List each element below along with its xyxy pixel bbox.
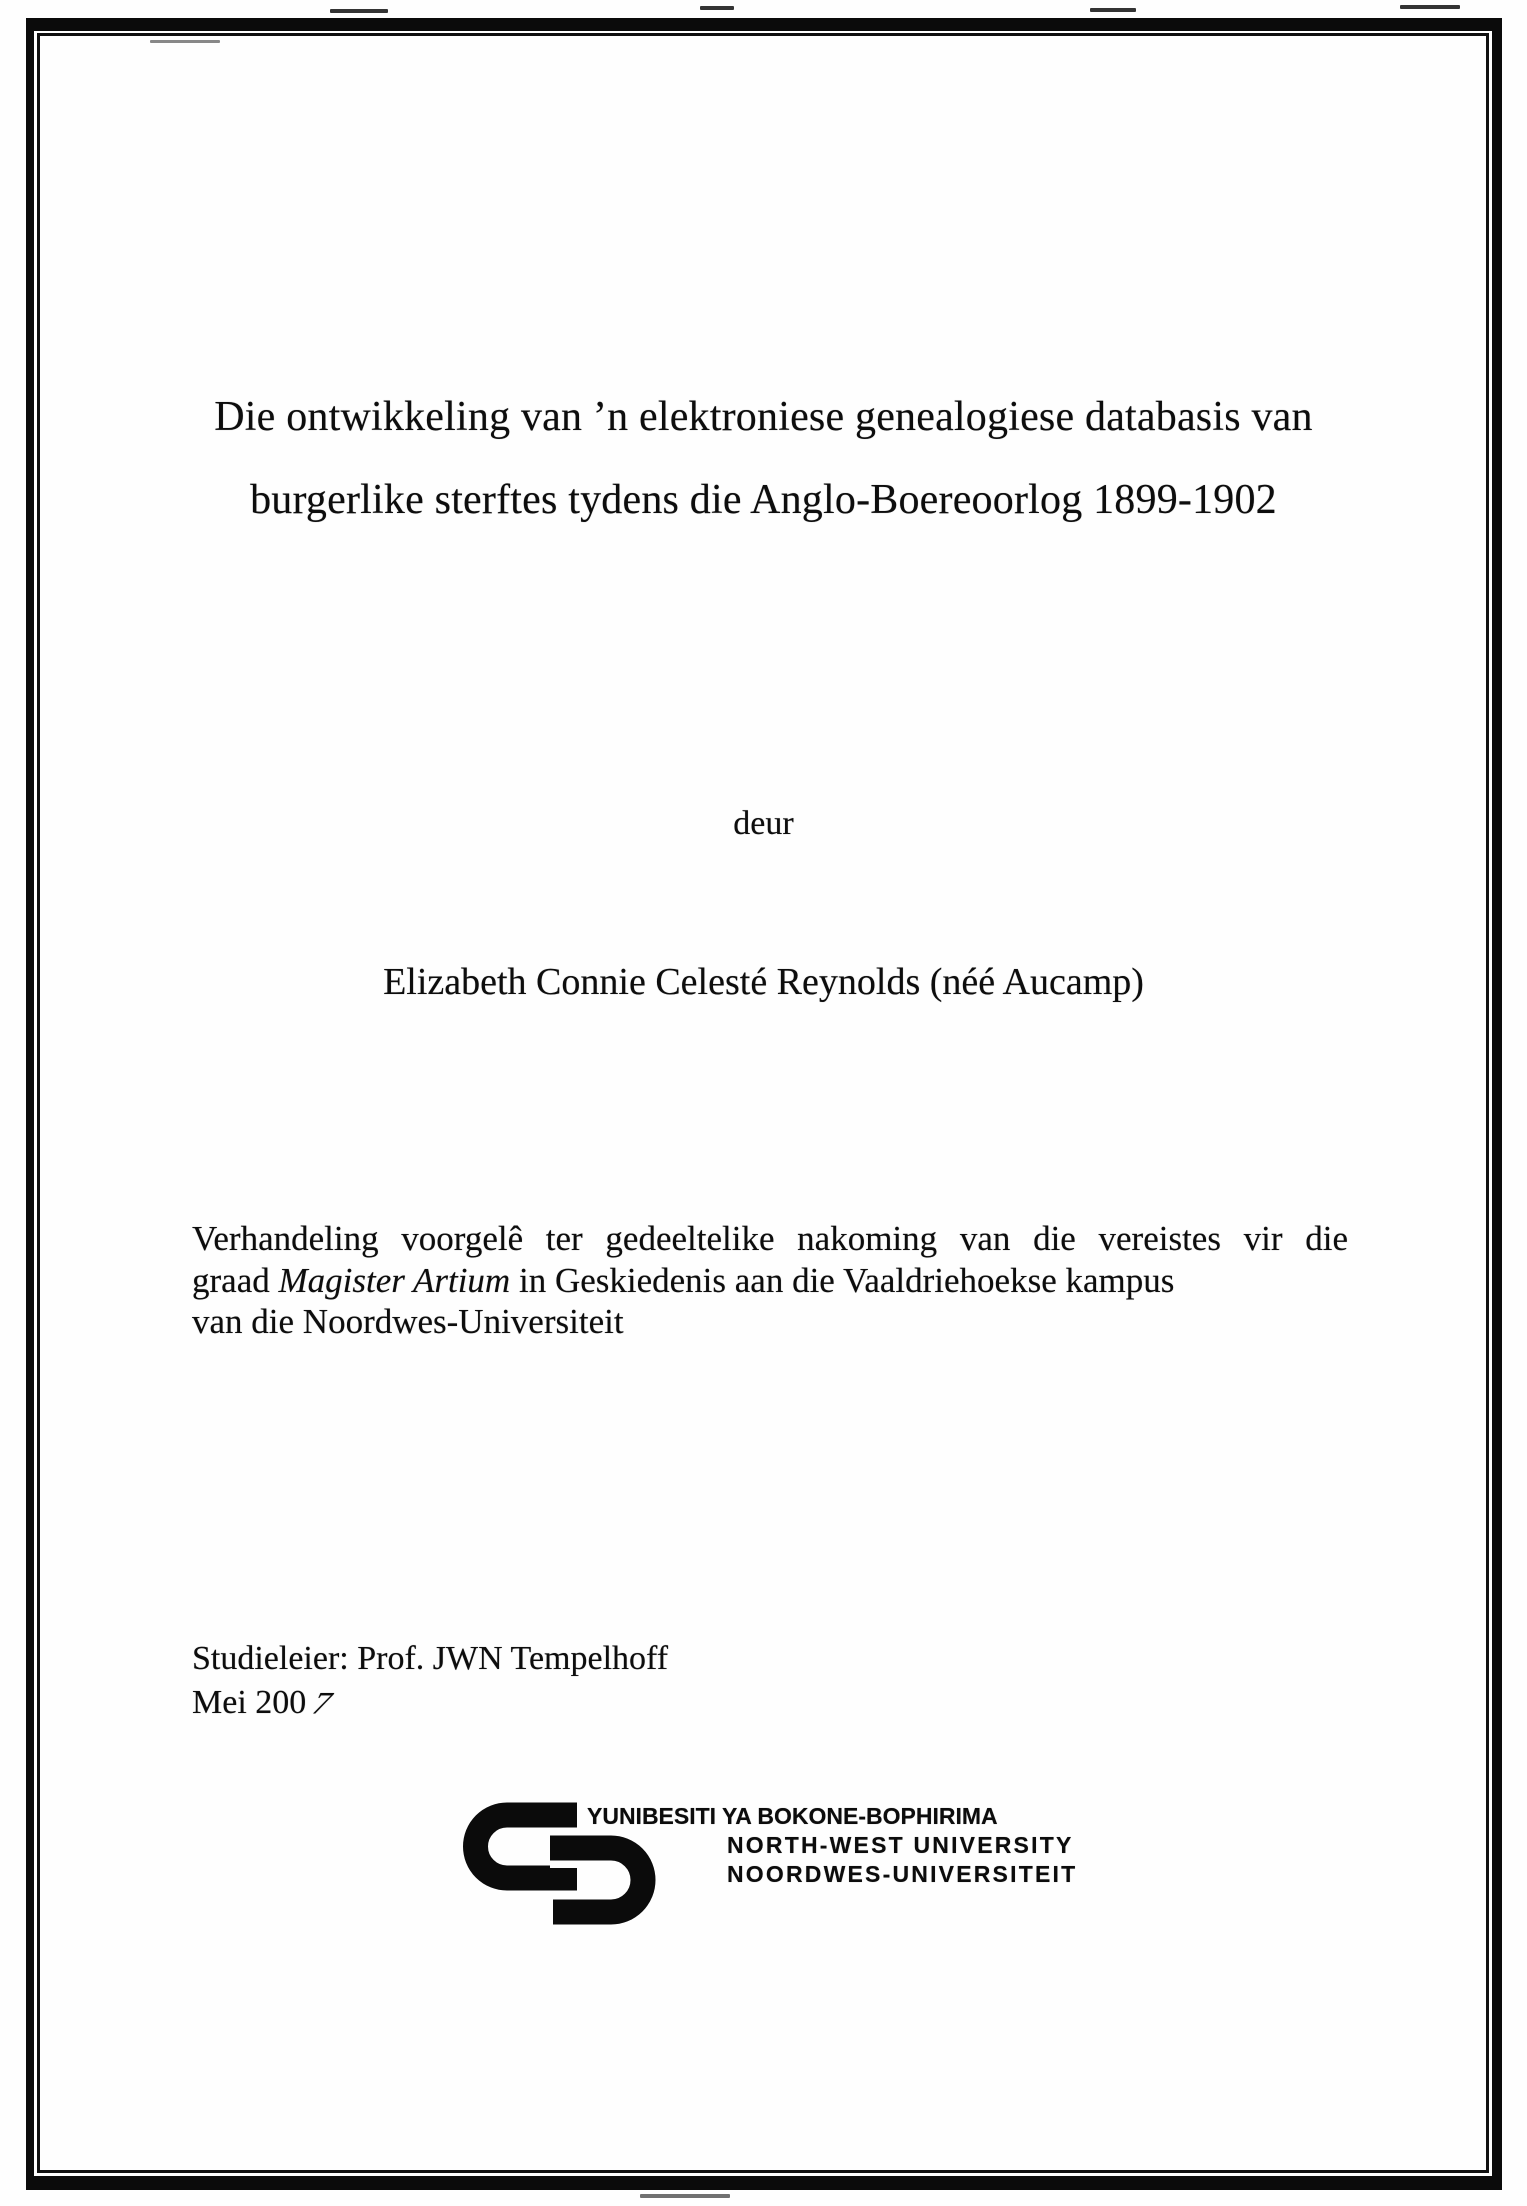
scan-noise-speck [150,40,220,43]
submission-statement-line2-prefix: graad [192,1260,279,1300]
submission-statement-line3: van die Noordwes-Universiteit [192,1302,624,1341]
date-prefix: Mei 200 [192,1684,307,1721]
author-name: Elizabeth Connie Celesté Reynolds (néé Aucamp) [383,961,1144,1003]
scan-noise-speck [1090,8,1136,12]
scan-noise-speck [1400,5,1460,9]
university-logo-text [587,1802,1077,1889]
scan-noise-speck [700,6,734,10]
scan-noise-speck [640,2194,730,2198]
scanned-seven-glyph: 7 [306,1686,339,1721]
submission-statement-line1: Verhandeling voorgelê ter gedeeltelike nakoming van die vereistes vir die [192,1219,1348,1258]
submission-statement [192,1218,1348,1343]
date-line [192,1681,668,1725]
degree-name: Magister Artium [278,1260,511,1300]
scan-noise-speck [330,9,388,13]
submission-statement-line2 [192,1260,1348,1302]
supervisor-line: Studieleier: Prof. JWN Tempelhoff [192,1640,669,1677]
byline-preposition: deur [733,805,794,842]
supervisor-block [192,1637,668,1725]
thesis-title-line2: burgerlike sterftes tydens die Anglo-Boereoorlog 1899-1902 [250,477,1277,523]
thesis-title [0,376,1527,542]
logo-line-english: NORTH-WEST UNIVERSITY [727,1832,1074,1858]
logo-line-afrikaans: NOORDWES-UNIVERSITEIT [727,1861,1078,1887]
logo-line-setswana: YUNIBESITI YA BOKONE-BOPHIRIMA [587,1803,998,1829]
thesis-title-line1: Die ontwikkeling van ’n elektroniese genealogiese databasis van [214,394,1313,440]
submission-statement-line2-suffix: in Geskiedenis aan die Vaaldriehoekse kampus [510,1260,1175,1300]
